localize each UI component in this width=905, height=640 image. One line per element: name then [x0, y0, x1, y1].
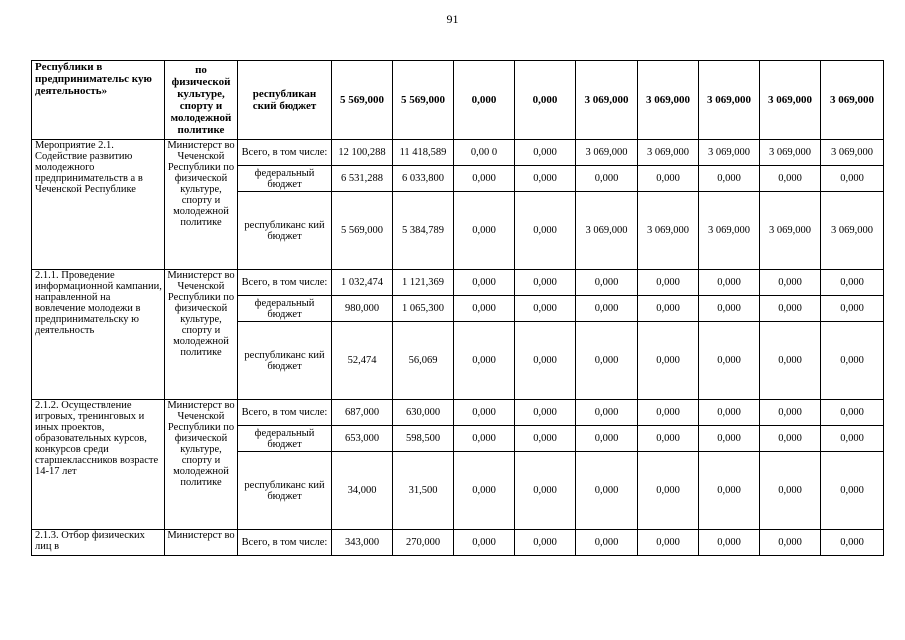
- measure-cell: 2.1.2. Осуществление игровых, тренинговых и иных проектов, образовательных курсов, конкурсов среди старшеклассников возрасте 14-17 лет: [32, 400, 165, 530]
- value-cell: 0,000: [576, 400, 638, 426]
- value-cell: 0,000: [638, 270, 699, 296]
- value-cell: 0,000: [454, 452, 515, 530]
- value-cell: 3 069,000: [576, 192, 638, 270]
- table-row: [32, 270, 884, 296]
- value-cell: 0,000: [760, 400, 821, 426]
- funding-source-cell: федеральный бюджет: [238, 426, 332, 452]
- value-cell: 0,000: [821, 296, 884, 322]
- funding-source-cell: республиканс кий бюджет: [238, 452, 332, 530]
- value-cell: 1 121,369: [393, 270, 454, 296]
- funding-source-cell: республикан ский бюджет: [238, 61, 332, 140]
- value-cell: 0,000: [821, 166, 884, 192]
- value-cell: 0,000: [699, 322, 760, 400]
- value-cell: 343,000: [332, 530, 393, 556]
- value-cell: 0,000: [454, 270, 515, 296]
- value-cell: 0,000: [454, 296, 515, 322]
- value-cell: 0,000: [576, 530, 638, 556]
- value-cell: 0,00 0: [454, 140, 515, 166]
- value-cell: 0,000: [638, 400, 699, 426]
- value-cell: 0,000: [515, 452, 576, 530]
- funding-source-cell: Всего, в том числе:: [238, 140, 332, 166]
- value-cell: 6 033,800: [393, 166, 454, 192]
- value-cell: 3 069,000: [576, 140, 638, 166]
- value-cell: 0,000: [454, 322, 515, 400]
- table-row: [32, 530, 884, 556]
- table-row: [32, 140, 884, 166]
- value-cell: 0,000: [699, 296, 760, 322]
- value-cell: 0,000: [638, 426, 699, 452]
- value-cell: 980,000: [332, 296, 393, 322]
- page-number: 91: [446, 12, 459, 26]
- value-cell: 687,000: [332, 400, 393, 426]
- funding-source-cell: федеральный бюджет: [238, 296, 332, 322]
- executor-cell: Министерст во Чеченской Республики по физической культуре, спорту и молодежной политике: [165, 270, 238, 400]
- funding-source-cell: республиканс кий бюджет: [238, 192, 332, 270]
- executor-cell: по физической культуре, спорту и молодежной политике: [165, 61, 238, 140]
- value-cell: 3 069,000: [638, 140, 699, 166]
- value-cell: 0,000: [638, 452, 699, 530]
- executor-cell: Министерст во Чеченской Республики по физической культуре, спорту и молодежной политике: [165, 400, 238, 530]
- value-cell: 0,000: [699, 270, 760, 296]
- value-cell: 5 569,000: [332, 192, 393, 270]
- value-cell: 0,000: [760, 166, 821, 192]
- value-cell: 0,000: [638, 322, 699, 400]
- table-row: [32, 61, 884, 140]
- funding-source-cell: Всего, в том числе:: [238, 270, 332, 296]
- value-cell: 0,000: [638, 166, 699, 192]
- value-cell: 0,000: [699, 452, 760, 530]
- value-cell: 0,000: [515, 270, 576, 296]
- funding-source-cell: Всего, в том числе:: [238, 400, 332, 426]
- value-cell: 5 569,000: [332, 61, 393, 140]
- value-cell: 3 069,000: [699, 192, 760, 270]
- value-cell: 270,000: [393, 530, 454, 556]
- value-cell: 0,000: [821, 400, 884, 426]
- value-cell: 0,000: [515, 192, 576, 270]
- measure-cell: 2.1.3. Отбор физических лиц в: [32, 530, 165, 556]
- value-cell: 3 069,000: [638, 192, 699, 270]
- value-cell: 5 384,789: [393, 192, 454, 270]
- value-cell: 0,000: [515, 166, 576, 192]
- budget-table: [31, 60, 884, 556]
- value-cell: 0,000: [454, 400, 515, 426]
- value-cell: 0,000: [576, 426, 638, 452]
- value-cell: 0,000: [821, 452, 884, 530]
- value-cell: 0,000: [515, 426, 576, 452]
- value-cell: 3 069,000: [821, 140, 884, 166]
- value-cell: 0,000: [760, 296, 821, 322]
- value-cell: 0,000: [454, 166, 515, 192]
- funding-source-cell: Всего, в том числе:: [238, 530, 332, 556]
- measure-cell: 2.1.1. Проведение информационной кампании, направленной на вовлечение молодежи в предпринимательску ю деятельность: [32, 270, 165, 400]
- value-cell: 11 418,589: [393, 140, 454, 166]
- value-cell: 0,000: [515, 530, 576, 556]
- value-cell: 0,000: [576, 452, 638, 530]
- value-cell: 3 069,000: [699, 140, 760, 166]
- value-cell: 0,000: [699, 530, 760, 556]
- value-cell: 0,000: [454, 530, 515, 556]
- value-cell: 0,000: [515, 140, 576, 166]
- value-cell: 0,000: [760, 322, 821, 400]
- value-cell: 0,000: [576, 322, 638, 400]
- value-cell: 0,000: [821, 322, 884, 400]
- value-cell: 0,000: [760, 530, 821, 556]
- value-cell: 3 069,000: [760, 192, 821, 270]
- value-cell: 0,000: [699, 400, 760, 426]
- value-cell: 3 069,000: [760, 140, 821, 166]
- value-cell: 6 531,288: [332, 166, 393, 192]
- funding-source-cell: федеральный бюджет: [238, 166, 332, 192]
- value-cell: 0,000: [699, 426, 760, 452]
- value-cell: 0,000: [760, 426, 821, 452]
- value-cell: 0,000: [638, 296, 699, 322]
- value-cell: 52,474: [332, 322, 393, 400]
- value-cell: 0,000: [454, 192, 515, 270]
- value-cell: 0,000: [454, 426, 515, 452]
- value-cell: 31,500: [393, 452, 454, 530]
- value-cell: 0,000: [760, 452, 821, 530]
- value-cell: 0,000: [576, 166, 638, 192]
- value-cell: 12 100,288: [332, 140, 393, 166]
- value-cell: 56,069: [393, 322, 454, 400]
- value-cell: 0,000: [515, 322, 576, 400]
- value-cell: 0,000: [515, 296, 576, 322]
- measure-cell: Республики в предпринимательс кую деятельность»: [32, 61, 165, 140]
- value-cell: 0,000: [699, 166, 760, 192]
- value-cell: 630,000: [393, 400, 454, 426]
- value-cell: 5 569,000: [393, 61, 454, 140]
- value-cell: 0,000: [576, 270, 638, 296]
- value-cell: 3 069,000: [760, 61, 821, 140]
- value-cell: 0,000: [760, 270, 821, 296]
- value-cell: 653,000: [332, 426, 393, 452]
- value-cell: 0,000: [821, 530, 884, 556]
- value-cell: 3 069,000: [821, 192, 884, 270]
- value-cell: 3 069,000: [699, 61, 760, 140]
- value-cell: 0,000: [821, 426, 884, 452]
- value-cell: 598,500: [393, 426, 454, 452]
- value-cell: 0,000: [454, 61, 515, 140]
- funding-source-cell: республиканс кий бюджет: [238, 322, 332, 400]
- executor-cell: Министерст во Чеченской Республики по физической культуре, спорту и молодежной политике: [165, 140, 238, 270]
- value-cell: 0,000: [515, 400, 576, 426]
- value-cell: 0,000: [821, 270, 884, 296]
- value-cell: 3 069,000: [638, 61, 699, 140]
- measure-cell: Мероприятие 2.1. Содействие развитию молодежного предпринимательств а в Чеченской Республике: [32, 140, 165, 270]
- value-cell: 1 065,300: [393, 296, 454, 322]
- value-cell: 34,000: [332, 452, 393, 530]
- value-cell: 0,000: [576, 296, 638, 322]
- table-row: [32, 400, 884, 426]
- value-cell: 3 069,000: [821, 61, 884, 140]
- value-cell: 3 069,000: [576, 61, 638, 140]
- executor-cell: Министерст во: [165, 530, 238, 556]
- value-cell: 1 032,474: [332, 270, 393, 296]
- value-cell: 0,000: [638, 530, 699, 556]
- value-cell: 0,000: [515, 61, 576, 140]
